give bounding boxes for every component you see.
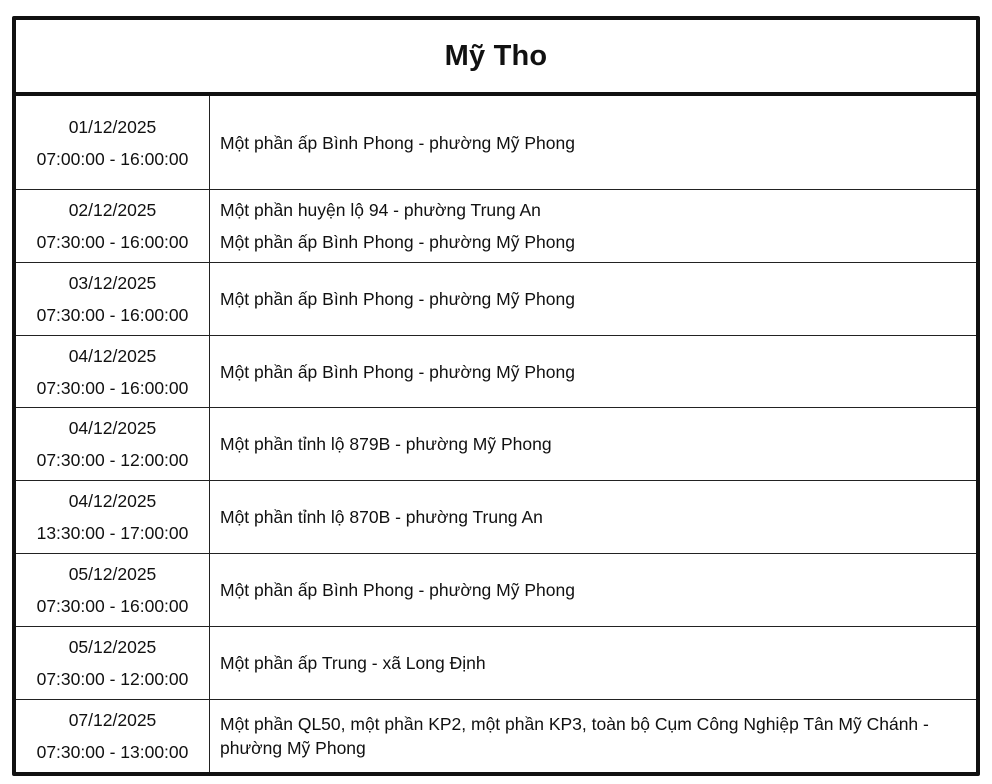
time-range-text: 07:30:00 - 12:00:00 [36,669,189,689]
date-text: 04/12/2025 [68,491,157,511]
location-text: Một phần ấp Bình Phong - phường Mỹ Phong [220,232,575,252]
location-cell [210,481,976,553]
location-cell [210,336,976,407]
date-time-cell [16,700,210,772]
outage-table [12,16,980,776]
location-cell [210,554,976,626]
location-text: Một phần tỉnh lộ 870B - phường Trung An [220,507,543,527]
location-text: Một phần huyện lộ 94 - phường Trung An [220,200,541,220]
date-text: 02/12/2025 [68,200,157,220]
table-row [16,700,976,772]
table-row [16,263,976,336]
date-time-cell [16,336,210,407]
location-cell [210,96,976,189]
date-text: 04/12/2025 [68,345,157,366]
table-title: Mỹ Tho [444,39,548,72]
location-text: Một phần ấp Bình Phong - phường Mỹ Phong [220,580,575,600]
time-range-text: 07:30:00 - 16:00:00 [36,305,189,325]
table-row [16,408,976,481]
location-cell [210,700,976,772]
time-range-text: 07:30:00 - 13:00:00 [36,742,189,762]
date-text: 05/12/2025 [68,637,157,657]
time-range-text: 07:30:00 - 16:00:00 [36,232,189,252]
date-time-cell [16,190,210,262]
date-text: 05/12/2025 [68,564,157,584]
time-range-text: 07:30:00 - 16:00:00 [36,596,189,616]
time-range-text: 07:30:00 - 12:00:00 [36,450,189,470]
table-header [16,20,976,96]
date-text: 03/12/2025 [68,273,157,293]
location-text: Một phần ấp Trung - xã Long Định [220,653,486,673]
date-time-cell [16,554,210,626]
location-cell [210,190,976,262]
location-text: Một phần ấp Bình Phong - phường Mỹ Phong [220,289,575,309]
table-row [16,336,976,408]
location-text: Một phần QL50, một phần KP2, một phần KP3, toàn bộ Cụm Công Nghiệp Tân Mỹ Chánh - phường Mỹ Phong [220,714,929,758]
location-cell [210,627,976,699]
date-text: 01/12/2025 [68,116,157,137]
date-time-cell [16,627,210,699]
location-text: Một phần tỉnh lộ 879B - phường Mỹ Phong [220,434,552,454]
location-cell [210,408,976,480]
date-text: 07/12/2025 [68,710,157,730]
location-cell [210,263,976,335]
location-text: Một phần ấp Bình Phong - phường Mỹ Phong [220,361,575,382]
time-range-text: 07:00:00 - 16:00:00 [36,148,189,169]
table-row [16,627,976,700]
date-time-cell [16,263,210,335]
date-time-cell [16,408,210,480]
table-row [16,481,976,554]
table-row [16,190,976,263]
table-row [16,554,976,627]
table-row [16,96,976,190]
date-text: 04/12/2025 [68,418,157,438]
time-range-text: 07:30:00 - 16:00:00 [36,377,189,398]
location-text: Một phần ấp Bình Phong - phường Mỹ Phong [220,132,575,153]
time-range-text: 13:30:00 - 17:00:00 [36,523,189,543]
date-time-cell [16,96,210,189]
date-time-cell [16,481,210,553]
